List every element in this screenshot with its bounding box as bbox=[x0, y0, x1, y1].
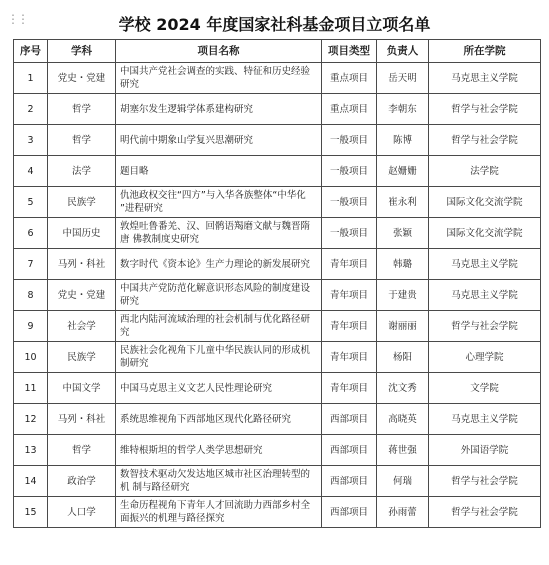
cell-project-name: 中国共产党防范化解意识形态风险的制度建设研究 bbox=[116, 280, 322, 311]
header-college: 所在学院 bbox=[429, 40, 541, 63]
cell-leader: 高晓英 bbox=[377, 404, 429, 435]
cell-leader: 杨阳 bbox=[377, 342, 429, 373]
cell-index: 11 bbox=[14, 373, 48, 404]
cell-project-type: 西部项目 bbox=[322, 497, 377, 528]
cell-index: 7 bbox=[14, 249, 48, 280]
drag-handle-icon[interactable]: ⋮⋮ bbox=[7, 12, 27, 26]
page-title: 学校 2024 年度国家社科基金项目立项名单 bbox=[118, 15, 431, 34]
table-row bbox=[14, 466, 541, 497]
cell-index: 10 bbox=[14, 342, 48, 373]
cell-college: 国际文化交流学院 bbox=[429, 218, 541, 249]
cell-project-name: 生命历程视角下青年人才回流助力西部乡村全面振兴的机理与路径探究 bbox=[116, 497, 322, 528]
table-row bbox=[14, 94, 541, 125]
cell-project-name: 民族社会化视角下儿童中华民族认同的形成机制研究 bbox=[116, 342, 322, 373]
cell-project-name: 题目略 bbox=[116, 156, 322, 187]
header-project-type: 项目类型 bbox=[322, 40, 377, 63]
cell-project-name: 西北内陆河流域治理的社会机制与优化路径研究 bbox=[116, 311, 322, 342]
cell-leader: 李朝东 bbox=[377, 94, 429, 125]
header-project-name: 项目名称 bbox=[116, 40, 322, 63]
cell-discipline: 中国文学 bbox=[48, 373, 116, 404]
cell-project-type: 一般项目 bbox=[322, 156, 377, 187]
cell-discipline: 党史・党建 bbox=[48, 280, 116, 311]
cell-project-type: 青年项目 bbox=[322, 342, 377, 373]
cell-index: 2 bbox=[14, 94, 48, 125]
cell-discipline: 党史・党建 bbox=[48, 63, 116, 94]
table-header-row bbox=[14, 40, 541, 63]
cell-leader: 陈博 bbox=[377, 125, 429, 156]
cell-project-type: 重点项目 bbox=[322, 94, 377, 125]
cell-project-type: 青年项目 bbox=[322, 373, 377, 404]
table-row bbox=[14, 404, 541, 435]
table-row bbox=[14, 280, 541, 311]
cell-leader: 岳天明 bbox=[377, 63, 429, 94]
cell-discipline: 哲学 bbox=[48, 94, 116, 125]
cell-college: 哲学与社会学院 bbox=[429, 311, 541, 342]
cell-project-type: 西部项目 bbox=[322, 466, 377, 497]
cell-project-name: 数智技术驱动欠发达地区城市社区治理转型的机 制与路径研究 bbox=[116, 466, 322, 497]
table-row bbox=[14, 342, 541, 373]
cell-leader: 韩璐 bbox=[377, 249, 429, 280]
cell-college: 心理学院 bbox=[429, 342, 541, 373]
cell-project-name: 胡塞尔发生逻辑学体系建构研究 bbox=[116, 94, 322, 125]
cell-college: 法学院 bbox=[429, 156, 541, 187]
cell-college: 哲学与社会学院 bbox=[429, 94, 541, 125]
cell-college: 马克思主义学院 bbox=[429, 63, 541, 94]
cell-discipline: 马列・科社 bbox=[48, 249, 116, 280]
cell-discipline: 政治学 bbox=[48, 466, 116, 497]
table-row bbox=[14, 373, 541, 404]
table-row bbox=[14, 63, 541, 94]
cell-leader: 崔永利 bbox=[377, 187, 429, 218]
cell-index: 9 bbox=[14, 311, 48, 342]
table-row bbox=[14, 218, 541, 249]
cell-index: 15 bbox=[14, 497, 48, 528]
cell-leader: 谢丽丽 bbox=[377, 311, 429, 342]
cell-leader: 孙雨蕾 bbox=[377, 497, 429, 528]
cell-index: 5 bbox=[14, 187, 48, 218]
cell-project-type: 西部项目 bbox=[322, 435, 377, 466]
cell-project-name: 中国马克思主义文艺人民性理论研究 bbox=[116, 373, 322, 404]
table-row bbox=[14, 187, 541, 218]
cell-discipline: 民族学 bbox=[48, 187, 116, 218]
table-row bbox=[14, 125, 541, 156]
header-leader: 负责人 bbox=[377, 40, 429, 63]
table-row bbox=[14, 249, 541, 280]
cell-project-name: 数字时代《资本论》生产力理论的新发展研究 bbox=[116, 249, 322, 280]
cell-project-name: 明代前中期象山学复兴思潮研究 bbox=[116, 125, 322, 156]
cell-discipline: 哲学 bbox=[48, 435, 116, 466]
cell-college: 文学院 bbox=[429, 373, 541, 404]
table-row bbox=[14, 311, 541, 342]
cell-leader: 张颖 bbox=[377, 218, 429, 249]
cell-index: 12 bbox=[14, 404, 48, 435]
cell-project-type: 一般项目 bbox=[322, 187, 377, 218]
cell-index: 4 bbox=[14, 156, 48, 187]
cell-project-name: 系统思维视角下西部地区现代化路径研究 bbox=[116, 404, 322, 435]
cell-discipline: 社会学 bbox=[48, 311, 116, 342]
cell-college: 国际文化交流学院 bbox=[429, 187, 541, 218]
cell-project-name: 中国共产党社会调查的实践、特征和历史经验研究 bbox=[116, 63, 322, 94]
header-index: 序号 bbox=[14, 40, 48, 63]
cell-index: 13 bbox=[14, 435, 48, 466]
cell-index: 3 bbox=[14, 125, 48, 156]
cell-discipline: 哲学 bbox=[48, 125, 116, 156]
cell-project-name: 仇池政权交往“四方”与入华各族整体“中华化 ”进程研究 bbox=[116, 187, 322, 218]
cell-college: 哲学与社会学院 bbox=[429, 466, 541, 497]
cell-college: 马克思主义学院 bbox=[429, 280, 541, 311]
table-row bbox=[14, 435, 541, 466]
cell-project-type: 重点项目 bbox=[322, 63, 377, 94]
cell-discipline: 中国历史 bbox=[48, 218, 116, 249]
cell-discipline: 法学 bbox=[48, 156, 116, 187]
cell-college: 哲学与社会学院 bbox=[429, 125, 541, 156]
cell-index: 6 bbox=[14, 218, 48, 249]
cell-project-name: 敦煌吐鲁番羌、汉、回鹘语羯磨文献与魏晋隋唐 佛教制度史研究 bbox=[116, 218, 322, 249]
table-row bbox=[14, 156, 541, 187]
cell-leader: 赵姗姗 bbox=[377, 156, 429, 187]
table-row bbox=[14, 497, 541, 528]
cell-discipline: 民族学 bbox=[48, 342, 116, 373]
cell-project-type: 一般项目 bbox=[322, 125, 377, 156]
cell-index: 14 bbox=[14, 466, 48, 497]
cell-college: 哲学与社会学院 bbox=[429, 497, 541, 528]
cell-college: 马克思主义学院 bbox=[429, 404, 541, 435]
cell-project-type: 青年项目 bbox=[322, 311, 377, 342]
project-table bbox=[13, 39, 541, 528]
cell-leader: 何瑞 bbox=[377, 466, 429, 497]
cell-project-name: 维特根斯坦的哲学人类学思想研究 bbox=[116, 435, 322, 466]
cell-index: 1 bbox=[14, 63, 48, 94]
cell-project-type: 一般项目 bbox=[322, 218, 377, 249]
cell-project-type: 青年项目 bbox=[322, 280, 377, 311]
cell-discipline: 马列・科社 bbox=[48, 404, 116, 435]
cell-index: 8 bbox=[14, 280, 48, 311]
cell-college: 外国语学院 bbox=[429, 435, 541, 466]
cell-leader: 于建贵 bbox=[377, 280, 429, 311]
cell-project-type: 青年项目 bbox=[322, 249, 377, 280]
cell-college: 马克思主义学院 bbox=[429, 249, 541, 280]
cell-discipline: 人口学 bbox=[48, 497, 116, 528]
cell-project-type: 西部项目 bbox=[322, 404, 377, 435]
header-discipline: 学科 bbox=[48, 40, 116, 63]
cell-leader: 沈文秀 bbox=[377, 373, 429, 404]
cell-leader: 蒋世强 bbox=[377, 435, 429, 466]
